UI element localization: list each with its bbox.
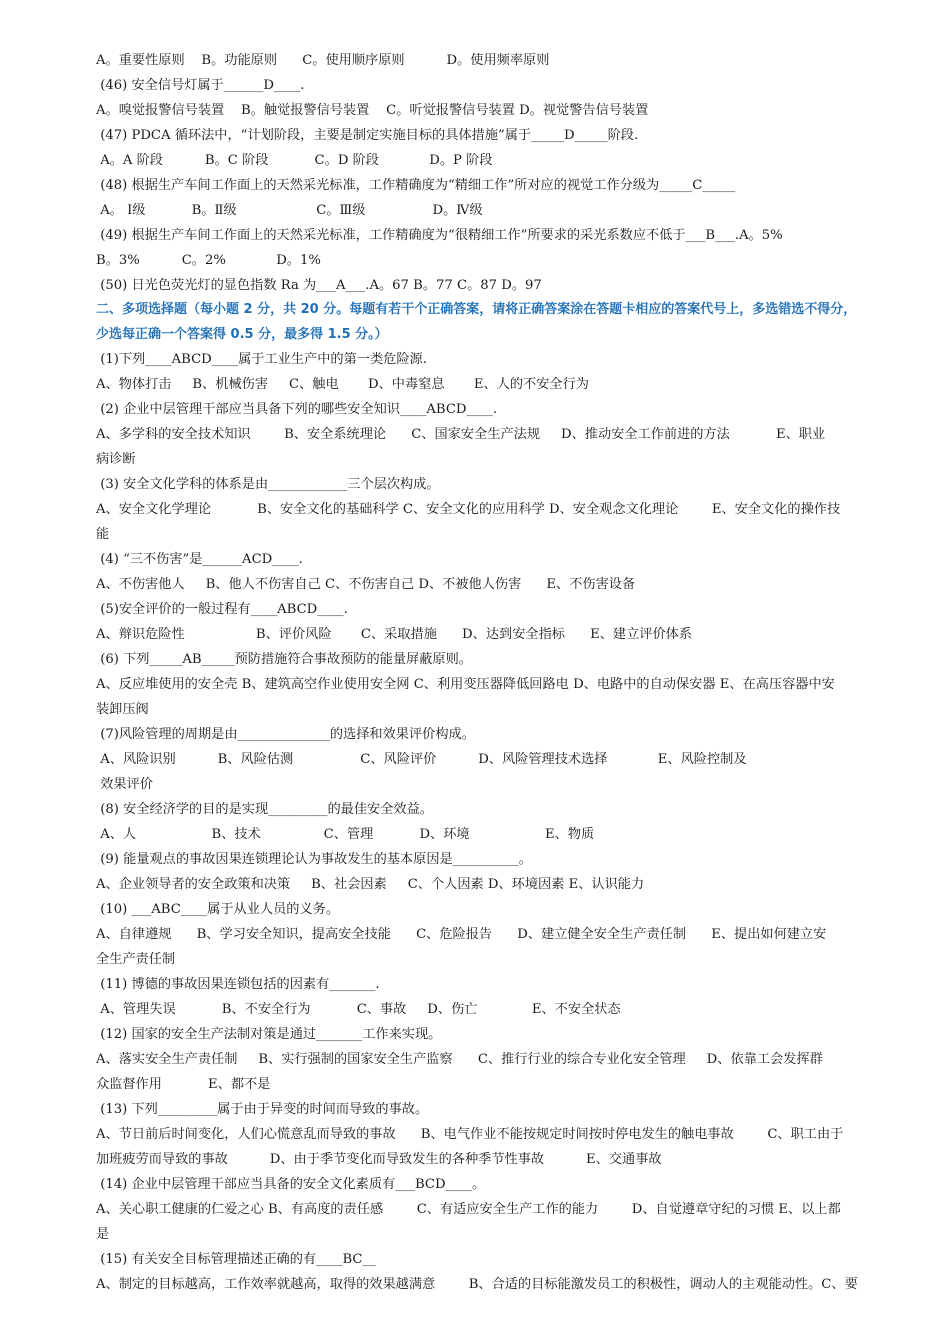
text-line: 加班疲劳而导致的事故 D、由于季节变化而导致发生的各种季节性事故 E、交通事故 [96, 1152, 662, 1167]
text-line: (49) 根据生产车间工作面上的天然采光标准，工作精确度为“很精细工作”所要求的采光系数应不低于___B___.A。5% [96, 228, 783, 243]
text-line: A、管理失误 B、不安全行为 C、事故 D、伤亡 E、不安全状态 [96, 1002, 621, 1017]
text-line: A、安全文化学理论 B、安全文化的基础科学 C、安全文化的应用科学 D、安全观念文化理论 E、安全文化的操作技 [96, 502, 841, 517]
text-line: 病诊断 [96, 452, 136, 467]
text-line: (12) 国家的安全生产法制对策是通过_______工作来实现。 [96, 1027, 442, 1042]
text-line: (50) 日光色荧光灯的显色指数 Ra 为___A___.A。67 B。77 C。87 D。97 [96, 278, 542, 293]
text-line: A、多学科的安全技术知识 B、安全系统理论 C、国家安全生产法规 D、推动安全工作前进的方法 E、职业 [96, 427, 826, 442]
text-line: (4) “三不伤害”是______ACD____. [96, 552, 303, 567]
text-line: (3) 安全文化学科的体系是由____________三个层次构成。 [96, 477, 440, 492]
text-line: A、人 B、技术 C、管理 D、环境 E、物质 [96, 827, 595, 842]
text-line: 装卸压阀 [96, 702, 149, 717]
text-line: A。嗅觉报警信号装置 B。触觉报警信号装置 C。听觉报警信号装置 D。视觉警告信号装置 [96, 103, 649, 118]
text-line: 众监督作用 E、都不是 [96, 1077, 271, 1092]
text-line: A、企业领导者的安全政策和决策 B、社会因素 C、个人因素 D、环境因素 E、认识能力 [96, 877, 645, 892]
text-line: (1)下列____ABCD____属于工业生产中的第一类危险源. [96, 352, 427, 367]
text-line: (8) 安全经济学的目的是实现_________的最佳安全效益。 [96, 802, 433, 817]
text-line: 效果评价 [96, 777, 153, 792]
text-line: A。A 阶段 B。C 阶段 C。D 阶段 D。P 阶段 [96, 153, 493, 168]
text-line: (48) 根据生产车间工作面上的天然采光标准，工作精确度为“精细工作”所对应的视觉工作分级为_____C_____ [96, 178, 736, 193]
text-line: (10) ___ABC____属于从业人员的义务。 [96, 902, 340, 917]
text-line: A、关心职工健康的仁爱之心 B、有高度的责任感 C、有适应安全生产工作的能力 D、自觉遵章守纪的习惯 E、以上都 [96, 1202, 841, 1217]
text-line: (9) 能量观点的事故因果连锁理论认为事故发生的基本原因是__________。 [96, 852, 532, 867]
text-line: A、辩识危险性 B、评价风险 C、采取措施 D、达到安全指标 E、建立评价体系 [96, 627, 693, 642]
section-heading-line: 少选每正确一个答案得 0.5 分，最多得 1.5 分。） [96, 327, 388, 342]
text-line: (11) 博德的事故因果连锁包括的因素有_______. [96, 977, 380, 992]
text-line: A。重要性原则 B。功能原则 C。使用顺序原则 D。使用频率原则 [96, 53, 550, 68]
text-line: (2) 企业中层管理干部应当具备下列的哪些安全知识____ABCD____. [96, 402, 498, 417]
text-line: A、物体打击 B、机械伤害 C、触电 D、中毒窒息 E、人的不安全行为 [96, 377, 589, 392]
text-line: (47) PDCA 循环法中，“计划阶段，主要是制定实施目标的具体措施”属于_____D_____阶段. [96, 128, 639, 143]
text-line: A、自律遵规 B、学习安全知识，提高安全技能 C、危险报告 D、建立健全安全生产责任制 E、提出如何建立安 [96, 927, 827, 942]
text-line: (5)安全评价的一般过程有____ABCD____. [96, 602, 348, 617]
text-line: A、节日前后时间变化，人们心慌意乱而导致的事故 B、电气作业不能按规定时间按时停电发生的触电事故 C、职工由于 [96, 1127, 844, 1142]
text-line: B。3% C。2% D。1% [96, 253, 321, 268]
text-line: (14) 企业中层管理干部应当具备的安全文化素质有___BCD____。 [96, 1177, 486, 1192]
text-line: 是 [96, 1227, 110, 1242]
text-line: A、风险识别 B、风险估测 C、风险评价 D、风险管理技术选择 E、风险控制及 [96, 752, 747, 767]
text-line: A、制定的目标越高，工作效率就越高，取得的效果越满意 B、合适的目标能激发员工的积极性，调动人的主观能动性。C、要 [96, 1277, 858, 1292]
text-line: (6) 下列_____AB_____预防措施符合事故预防的能量屏蔽原则。 [96, 652, 472, 667]
text-line: (46) 安全信号灯属于______D____. [96, 78, 305, 93]
text-line: 能 [96, 527, 110, 542]
text-line: 全生产责任制 [96, 952, 176, 967]
section-heading-line: 二、多项选择题（每小题 2 分，共 20 分。每题有若干个正确答案，请将正确答案涂在答题卡相应的答案代号上，多选错选不得分， [96, 302, 857, 317]
text-line: (7)风险管理的周期是由______________的选择和效果评价构成。 [96, 727, 475, 742]
text-line: (15) 有关安全目标管理描述正确的有____BC__ [96, 1252, 376, 1267]
text-line: (13) 下列_________属于由于异变的时间而导致的事故。 [96, 1102, 429, 1117]
text-line: A。 Ⅰ级 B。Ⅱ级 C。Ⅲ级 D。Ⅳ级 [96, 203, 483, 218]
text-line: A、反应堆使用的安全壳 B、建筑高空作业使用安全网 C、利用变压器降低回路电 D、电路中的自动保安器 E、在高压容器中安 [96, 677, 835, 692]
text-line: A、不伤害他人 B、他人不伤害自己 C、不伤害自己 D、不被他人伤害 E、不伤害设备 [96, 577, 636, 592]
text-line: A、落实安全生产责任制 B、实行强制的国家安全生产监察 C、推行行业的综合专业化安全管理 D、依靠工会发挥群 [96, 1052, 823, 1067]
